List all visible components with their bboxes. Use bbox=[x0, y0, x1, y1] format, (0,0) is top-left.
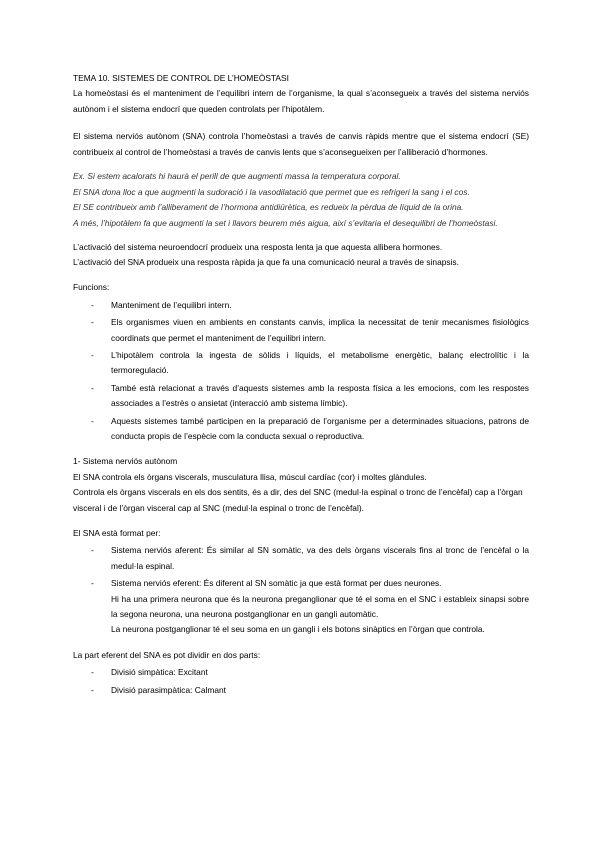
example-line: Ex. Si estem acalorats hi haurà el perill de que augmenti massa la temperatura corporal. bbox=[73, 171, 401, 182]
format-label: El SNA està format per: bbox=[73, 528, 161, 539]
intro-paragraph: La homeòstasi és el manteniment de l’equilibri intern de l’organisme, la qual s’aconsegueix a través del sistema nerviós autònom i el sistema endocrí que queden controlats per l’hipotàlem. bbox=[73, 88, 529, 114]
activation-line: L’activació del sistema neuroendocrí produeix una resposta lenta ja que aquesta allibera hormones. bbox=[73, 241, 443, 252]
list-item: - Divisió simpàtica: Excitant bbox=[73, 665, 529, 680]
list-item: - Aquests sistemes també participen en la preparació de l’organisme per a determinades situacions, patrons de conducta propis de l’espècie com la conducta sexual o reproductiva. bbox=[73, 414, 529, 445]
format-list bbox=[73, 543, 529, 637]
sna-se-paragraph: El sistema nerviós autònom (SNA) controla l’homeòstasi a través de canvis ràpids mentre que el sistema endocrí (SE) contribueix al control de l’homeòstasi a través de canvis lents que s’aconsegueixen per l’alliberació d’hormones. bbox=[73, 131, 529, 157]
section-1 bbox=[73, 454, 529, 516]
document-body bbox=[73, 71, 529, 700]
list-item: - Manteniment de l’equilibri intern. bbox=[73, 298, 529, 313]
section-heading: 1- Sistema nerviós autònom bbox=[73, 456, 178, 467]
list-item-detail: Hi ha una primera neurona que és la neurona preganglionar que té el soma en el SNC i estableix sinapsi sobre la segona neurona, una neurona postganglionar en un gangli automàtic. bbox=[111, 593, 529, 620]
division-label: La part eferent del SNA es pot dividir en dos parts: bbox=[73, 649, 261, 660]
list-item-text: Sistema nerviós eferent: És diferent al SN somàtic ja que està format per dues neurones. bbox=[111, 578, 442, 589]
activation-line: L’activació del SNA produeix una resposta ràpida ja que fa una comunicació neural a través de sinapsis. bbox=[73, 256, 459, 267]
list-item bbox=[73, 576, 529, 638]
section-line: El SNA controla els òrgans viscerals, musculatura llisa, múscul cardíac (cor) i moltes glàndules. bbox=[73, 471, 427, 482]
functions-list bbox=[73, 298, 529, 445]
example-block bbox=[73, 169, 529, 230]
example-line: A més, l’hipotàlem fa que augmenti la set i llavors beurem més aigua, així s’evitaria el desequilibri de l’homeòstasi. bbox=[73, 217, 498, 228]
list-item-detail: La neurona postganglionar té el seu soma en un gangli i els botons sinàptics en l’òrgan que controla. bbox=[111, 624, 485, 635]
functions-label: Funcions: bbox=[73, 282, 110, 293]
list-item: - També està relacionat a través d’aquests sistemes amb la resposta física a les emocions, com les respostes associades a l’estrès o ansietat (interacció amb sistema límbic). bbox=[73, 381, 529, 412]
example-line: El SE contribueix amb l’alliberament de l’hormona antidiürètica, es redueix la pèrdua de líquid de la orina. bbox=[73, 202, 464, 213]
activation-block bbox=[73, 240, 529, 271]
page-title: TEMA 10. SISTEMES DE CONTROL DE L’HOMEÒSTASI bbox=[73, 73, 289, 83]
example-line: El SNA dona lloc a que augmenti la sudoració i la vasodilatació que permet que es refrigeri la sang i el cos. bbox=[73, 186, 470, 197]
list-item: - Divisió parasimpàtica: Calmant bbox=[73, 683, 529, 698]
list-item: - L’hipotàlem controla la ingesta de sòlids i líquids, el metabolisme energètic, balanç electrolític i la termoregulació. bbox=[73, 348, 529, 379]
division-list bbox=[73, 665, 529, 698]
section-line: Controla els òrgans viscerals en els dos sentits, és a dir, des del SNC (medul·la espinal o tronc de l’encèfal) cap a l’òrgan visceral i de l’òrgan visceral cap al SNC (medul·la espinal o tronc de l’encèfal). bbox=[73, 487, 523, 513]
list-item: - Sistema nerviós aferent: És similar al SN somàtic, va des dels òrgans viscerals fins al tronc de l’encèfal o la medul·la espinal. bbox=[73, 543, 529, 574]
list-item: - Els organismes viuen en ambients en constants canvis, implica la necessitat de tenir mecanismes fisiològics coordinats que permet el manteniment de l’equilibri intern. bbox=[73, 315, 529, 346]
